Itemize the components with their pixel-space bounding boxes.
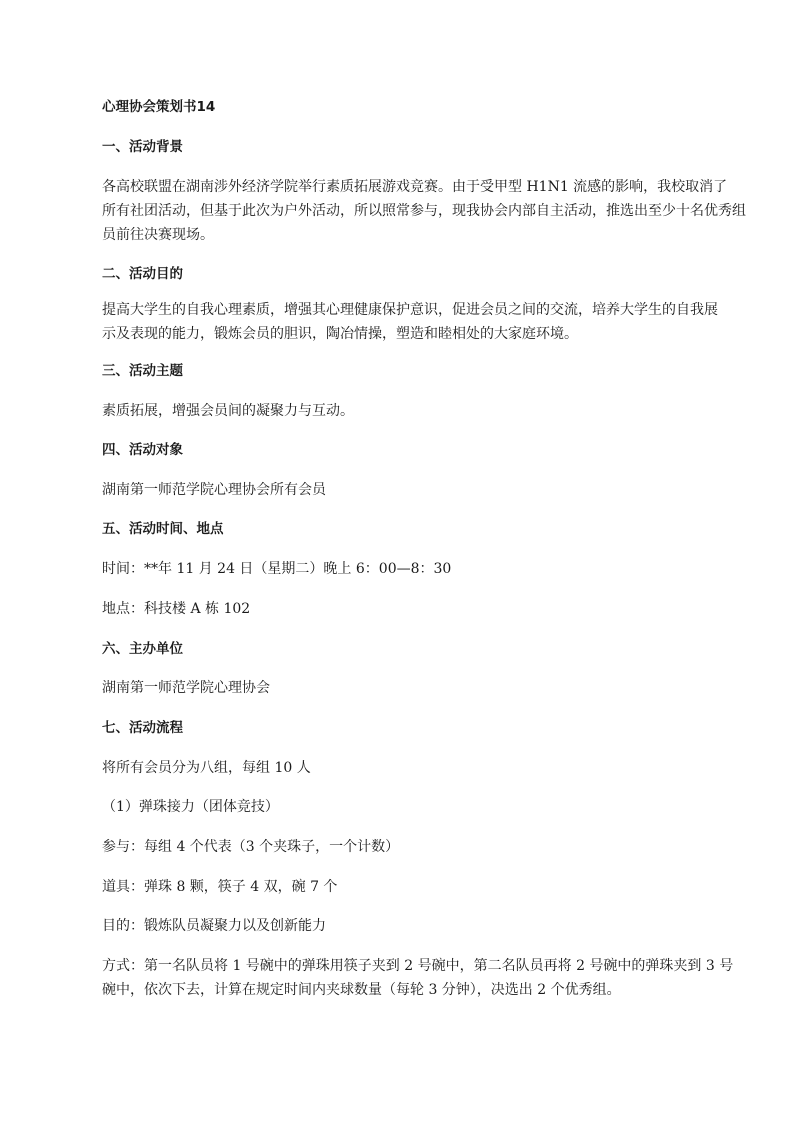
paragraph-line: 员前往决赛现场。 bbox=[102, 227, 214, 243]
list-item: 道具：弹珠 8 颗，筷子 4 双，碗 7 个 bbox=[102, 879, 338, 895]
section-heading-background: 一、活动背景 bbox=[102, 139, 183, 155]
paragraph-line: 所有社团活动，但基于此次为户外活动，所以照常参与，现我协会内部自主活动，推选出至少十名优秀组 bbox=[102, 203, 746, 219]
event-time: 时间：**年 11 月 24 日（星期二）晚上 6：00—8：30 bbox=[102, 561, 452, 577]
paragraph-line: 方式：第一名队员将 1 号碗中的弹珠用筷子夹到 2 号碗中，第二名队员再将 2 号碗中的弹珠夹到 3 号 bbox=[102, 958, 734, 974]
paragraph-line: 素质拓展，增强会员间的凝聚力与互动。 bbox=[102, 403, 354, 419]
section-heading-process: 七、活动流程 bbox=[102, 720, 183, 736]
paragraph-line: 湖南第一师范学院心理协会所有会员 bbox=[102, 482, 326, 498]
list-item: 目的：锻炼队员凝聚力以及创新能力 bbox=[102, 918, 326, 934]
paragraph-line: 各高校联盟在湖南涉外经济学院举行素质拓展游戏竞赛。由于受甲型 H1N1 流感的影响，我校取消了 bbox=[102, 179, 728, 195]
list-item: 参与：每组 4 个代表（3 个夹珠子，一个计数） bbox=[102, 839, 400, 855]
paragraph-line: 示及表现的能力，锻炼会员的胆识，陶冶情操，塑造和睦相处的大家庭环境。 bbox=[102, 326, 578, 342]
paragraph-line: 碗中，依次下去，计算在规定时间内夹球数量（每轮 3 分钟），决选出 2 个优秀组。 bbox=[102, 982, 621, 998]
paragraph-line: 将所有会员分为八组，每组 10 人 bbox=[102, 760, 311, 776]
section-heading-theme: 三、活动主题 bbox=[102, 363, 183, 379]
document-title: 心理协会策划书14 bbox=[102, 99, 216, 115]
section-heading-audience: 四、活动对象 bbox=[102, 442, 183, 458]
section-heading-time-place: 五、活动时间、地点 bbox=[102, 521, 224, 537]
section-heading-organizer: 六、主办单位 bbox=[102, 641, 183, 657]
section-heading-purpose: 二、活动目的 bbox=[102, 266, 183, 282]
event-place: 地点：科技楼 A 栋 102 bbox=[102, 601, 251, 617]
list-item: （1）弹珠接力（团体竞技） bbox=[102, 799, 279, 815]
paragraph-line: 提高大学生的自我心理素质，增强其心理健康保护意识，促进会员之间的交流，培养大学生的自我展 bbox=[102, 302, 718, 318]
paragraph-line: 湖南第一师范学院心理协会 bbox=[102, 680, 270, 696]
